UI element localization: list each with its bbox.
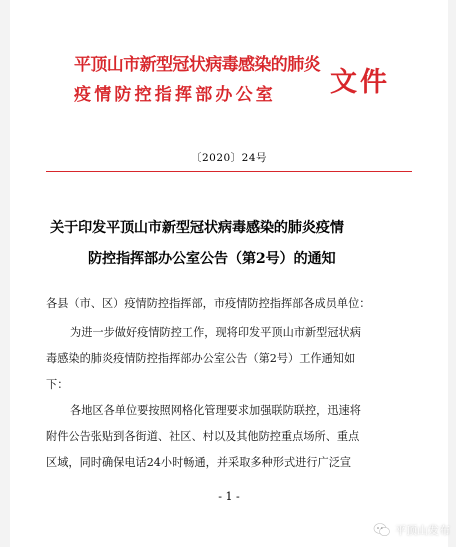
document-page	[10, 0, 448, 547]
paragraph-2-line-1: 各地区各单位要按照网格化管理要求加强联防联控，迅速将	[70, 404, 361, 417]
paragraph-1-line-3: 下：	[46, 378, 69, 391]
issuing-org-line-2: 疫情防控指挥部办公室	[74, 85, 276, 105]
document-type-label: 文件	[330, 67, 390, 98]
paragraph-1-line-1: 为进一步做好疫情防控工作，现将印发平顶山市新型冠状病	[70, 326, 361, 339]
salutation: 各县（市、区）疫情防控指挥部，市疫情防控指挥部各成员单位：	[46, 297, 371, 310]
wechat-watermark	[373, 520, 450, 540]
page-number: - 1 -	[218, 490, 240, 503]
paragraph-1-line-2: 毒感染的肺炎疫情防控指挥部办公室公告（第2号）工作通知如	[46, 352, 356, 365]
wechat-icon	[373, 522, 391, 538]
issuing-org-line-1: 平顶山市新型冠状病毒感染的肺炎	[74, 55, 320, 75]
red-divider-line	[46, 171, 412, 172]
document-title-line-1: 关于印发平顶山市新型冠状病毒感染的肺炎疫情	[50, 220, 344, 236]
paragraph-2-line-3: 区域，同时确保电话24小时畅通，并采取多种形式进行广泛宣	[46, 456, 352, 469]
document-title-line-2: 防控指挥部办公室公告（第2号）的通知	[88, 251, 336, 267]
document-number: 〔2020〕24号	[190, 152, 268, 164]
watermark-label: 平顶山发布	[395, 524, 450, 537]
paragraph-2-line-2: 附件公告张贴到各街道、社区、村以及其他防控重点场所、重点	[46, 430, 360, 443]
